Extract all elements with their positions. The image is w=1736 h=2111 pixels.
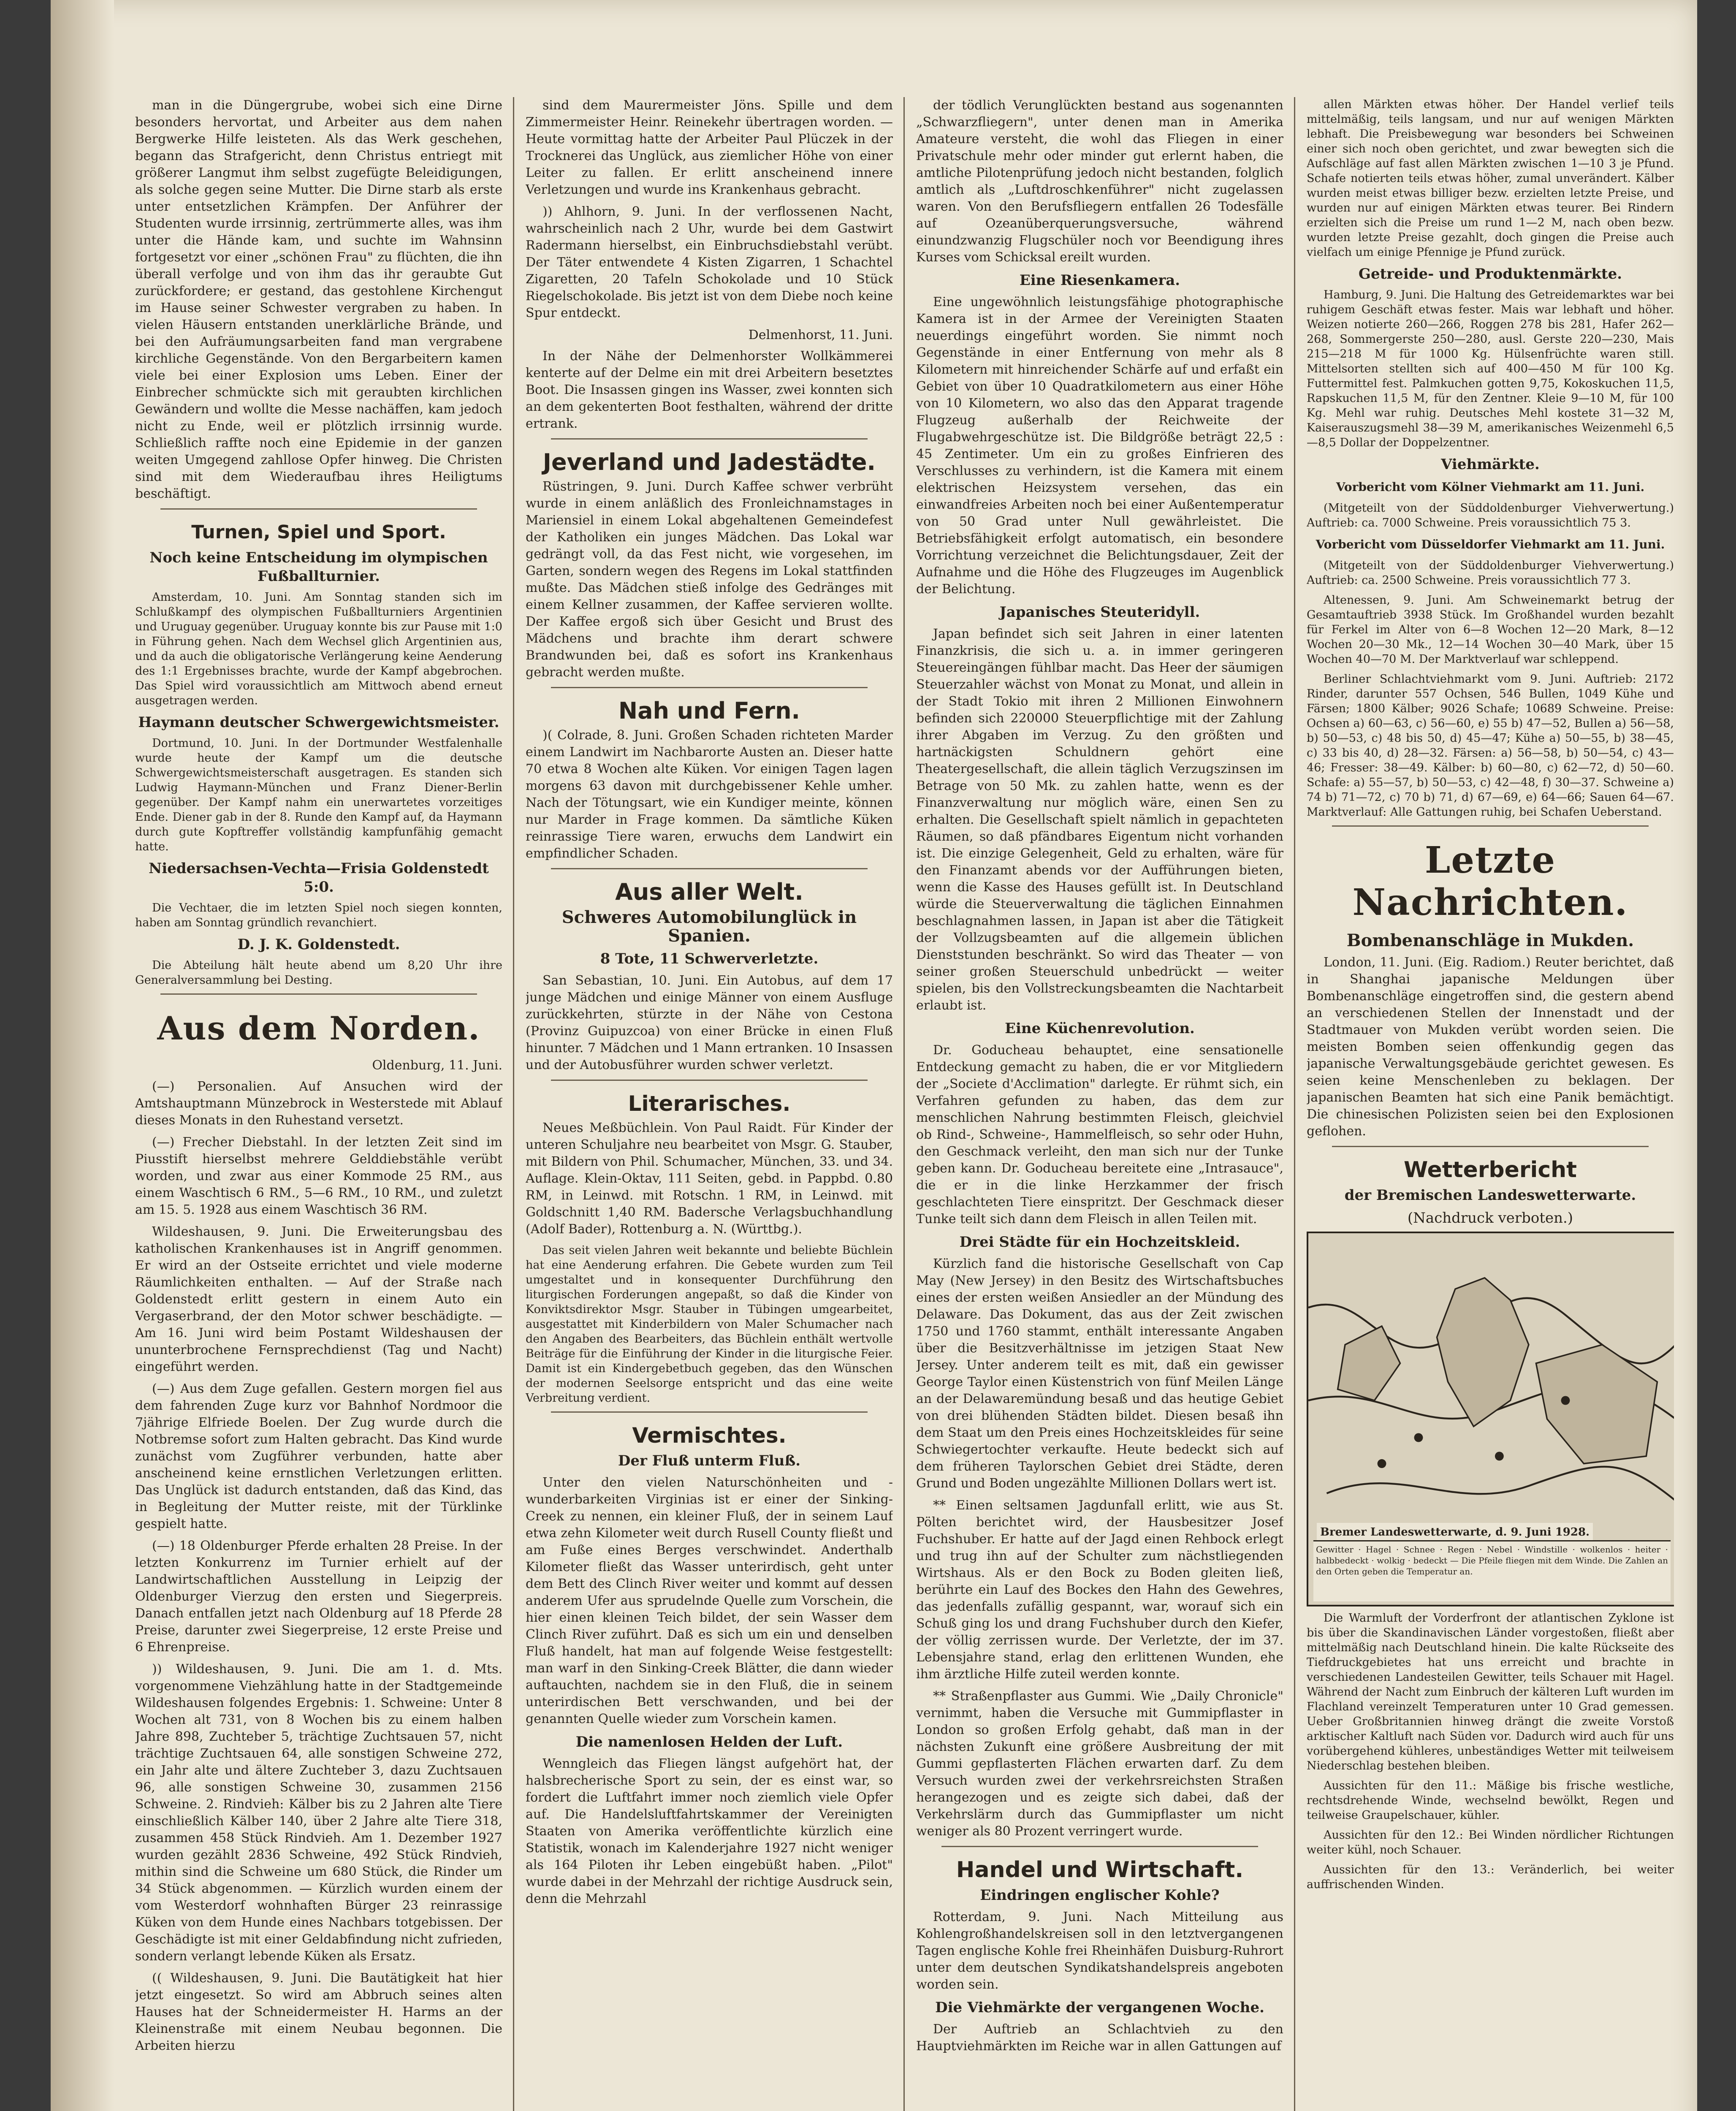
article-text: Der Auftrieb an Schlachtvieh zu den Hauptviehmärkten im Reiche war in allen Gattungen auf: [916, 2022, 1283, 2054]
article-text: Rüstringen, 9. Juni. Durch Kaffee schwer verbrüht wurde in einem anläßlich des Fronleichnamstages in Mariensiel in einem Lokal abgehaltenen Gemeindefest der Katholiken ein junges Mädchen. Das Lokal war gedrängt voll, da das Fest nicht, wie vorgesehen, im Garten, sondern wegen des Regens im Lokal stattfinden mußte. Das Mädchen stieß infolge des Gedränges mit einem Kellner zusammen, der Kaffee servieren wollte. Der Kaffee ergoß sich über Gesicht und Brust des Mädchens und brachte ihm derart schwere Brandwunden bei, daß es sofort ins Krankenhaus gebracht werden mußte.: [526, 479, 893, 680]
article-text: (—) Personalien. Auf Ansuchen wird der Amtshauptmann Münzebrock in Westerstede mit Ablauf dieses Monats in den Ruhestand versetzt.: [135, 1079, 502, 1128]
section-heading-wetterbericht: Wetterbericht: [1403, 1157, 1577, 1183]
divider: [941, 1846, 1258, 1847]
article-continuation: sind dem Maurermeister Jöns. Spille und dem Zimmermeister Heinr. Reinekehr übertragen worden. — Heute vormittag hatte der Arbeiter Paul Plüczek in der Trocknerei das Unglück, aus ziemlicher Höhe von einer Leiter zu fallen. Er erlitt anscheinend innere Verletzungen und wurde ins Krankenhaus gebracht.: [526, 98, 893, 197]
section-heading-welt: Aus aller Welt.: [615, 879, 803, 905]
article-subheading: Haymann deutscher Schwergewichtsmeister.: [138, 714, 499, 731]
article-text: In der Nähe der Delmenhorster Wollkämmerei kenterte auf der Delme ein mit drei Arbeitern besetztes Boot. Die Insassen gingen ins Wasser, zwei konnten sich an dem gekenterten Boot festhalten, während der dritte ertrank.: [526, 349, 893, 431]
forecast-text: Aussichten für den 12.: Bei Winden nördlicher Richtungen weiter kühl, noch Schauer.: [1307, 1829, 1674, 1856]
divider: [551, 687, 868, 688]
article-text: Hamburg, 9. Juni. Die Haltung des Getreidemarktes war bei ruhigem Geschäft etwas fester. Mais war lebhaft und höher. Weizen notierte 260—266, Roggen 278 bis 281, Hafer 262—268, Sommergerste 250—280, ausl. Gerste 220—230, Mais 215—218 M für 1000 Kg. Hülsenfrüchte waren still. Mittelsorten stellten sich auf 400—450 M für 100 Kg. Futtermittel fest. Palmkuchen gotten 9,75, Kokoskuchen 11,5, Rapskuchen 11,5 M, für den Zentner. Kleie 9—10 M, für 100 Kg. Mehl war ruhig. Deutsches Mehl kostete 31—32 M, Kaiserauszugsmehl 38—39 M, amerikanisches Weizenmehl 6,5—8,5 Dollar der Doppelzentner.: [1307, 288, 1674, 449]
article-subheading: Vorbericht vom Kölner Viehmarkt am 11. Juni.: [1336, 480, 1645, 494]
article-subheading: Drei Städte für ein Hochzeitskleid.: [959, 1234, 1240, 1251]
map-caption: Bremer Landeswetterwarte, d. 9. Juni 1928.: [1317, 1523, 1593, 1541]
article-subheading: Eine Riesenkamera.: [1019, 272, 1180, 289]
map-legend: Gewitter · Hagel · Schnee · Regen · Nebel · Windstille · wolkenlos · heiter · halbbedeckt · wolkig · bedeckt — Die Pfeile fliegen mit dem Winde. Die Zahlen an den Orten geben die Temperatur an.: [1313, 1540, 1671, 1601]
article-subheading: Noch keine Entscheidung im olympischen Fußballturnier.: [149, 549, 488, 585]
article-continuation: der tödlich Verunglückten bestand aus sogenannten „Schwarzfliegern", unter denen man in Amerika Amateure versteht, die wohl das Fliegen in einer Privatschule mehr oder minder gut erlernt haben, die amtliche Pilotenprüfung jedoch nicht bestanden, folglich amtlich als „Luftdroschkenführer" nicht zugelassen waren. Von den Berufsfliegern entfallen 26 Todesfälle auf Ozeanüberquerungsversuche, während einundzwanzig Flugschüler noch vor Beendigung ihres Kurses vom Schicksal ereilt wurden.: [916, 98, 1283, 265]
article-text: (—) 18 Oldenburger Pferde erhalten 28 Preise. In der letzten Konkurrenz im Turnier erhielt auf der Landwirtschaftlichen Ausstellung in Leipzig der Oldenburger Vierzug den ersten und Siegerpreis. Danach entfallen jetzt nach Oldenburg auf 18 Pferde 28 Preise, darunter zwei Siegerpreise, 12 erste Preise und 6 Ehrenpreise.: [135, 1538, 502, 1655]
article-subheading: Eine Küchenrevolution.: [1005, 1020, 1195, 1037]
forecast-text: Aussichten für den 11.: Mäßige bis frische westliche, rechtsdrehende Winde, wechselnd bewölkt, Regen und teilweise Graupelschauer, kühler.: [1307, 1779, 1674, 1822]
column-1: [135, 97, 502, 2111]
article-continuation: man in die Düngergrube, wobei sich eine Dirne besonders hervortat, und Arbeiter aus dem nahen Bergwerke Hilfe leisteten. Als das Werk geschehen, begann das Strafgericht, denn Christus entriegt mit größerer Langmut ihm selbst zugefügte Beleidigungen, als solche gegen seine Mutter. Die Dirne starb als erste unter entsetzlichen Krämpfen. Der Anführer der Studenten wurde irrsinnig, zertrümmerte alles, was ihm unter die Hände kam, und suchte im Wahnsinn fortgesetzt vor einer „schönen Frau" zu flüchten, die ihn überall verfolge und von ihm das ihr geraubte Gut zurückfordere; er gestand, das gestohlene Kirchengut im Hause seiner Schwester vergraben zu haben. In vielen Häusern entstanden unerklärliche Brände, und bei den Aufräumungsarbeiten fand man vergrabene kirchliche Gegenstände. Von den Bergarbeitern kamen viele bei einer Explosion ums Leben. Einer der Einbrecher schmückte sich mit geraubten kirchlichen Gewändern und wollte die Messe nachäffen, kam jedoch nicht zu Ende, weil er plötzlich irrsinnig wurde. Schließlich raffte noch eine Epidemie in der ganzen weiten Umgegend zahllose Opfer hinweg. Die Christen sind mit dem Wiederaufbau ihres Heiligtums beschäftigt.: [135, 98, 502, 501]
article-subheading: Die namenlosen Helden der Luft.: [575, 1734, 843, 1750]
article-text: Die Warmluft der Vorderfront der atlantischen Zyklone ist bis über die Skandinavischen Länder vorgestoßen, fließt aber mittelmäßig nach Deutschland hinein. Die kalte Rückseite des Tiefdruckgebietes hat uns erreicht und brachte in verschiedenen Landesteilen Gewitter, teils Schauer mit Hagel. Während der Nacht zum Einbruch der kälteren Luft wurden im Flachland vereinzelt Temperaturen unter 10 Grad gemessen. Ueber Großbritannien hinweg drängt die zweite Vorstoß arktischer Kaltluft nach Süden vor. Dadurch wird auch für uns vorübergehend kühleres, unbeständiges Wetter mit teilweisem Niederschlag bestehen bleiben.: [1307, 1612, 1674, 1772]
article-text: Eine ungewöhnlich leistungsfähige photographische Kamera ist in der Armee der Vereinigten Staaten neuerdings eingeführt worden. Sie nimmt noch Gegenstände in einer Entfernung von mehr als 8 Kilometern mit hinreichender Schärfe auf und erfaßt ein Gebiet von über 10 Quadratkilometern aus einer Höhe von 10 Kilometern, wo also das den Apparat tragende Flugzeug außerhalb der Reichweite der Flugabwehrgeschütze ist. Die Bildgröße beträgt 22,5 : 45 Zentimeter. Um ein zu großes Einfrieren des Verschlusses zu verhindern, ist die Kamera mit einem elektrischen Heizsystem versehen, das ein einwandfreies Arbeiten noch bei einer Außentemperatur von 50 Grad unter Null gewährleistet. Die Betriebsfähigkeit erfolgt automatisch, ein besondere Vorrichtung verzeichnet die Belichtungsdauer, Zeit der Aufnahme und die Höhe des Flugzeuges im Augenblick der Belichtung.: [916, 295, 1283, 597]
section-heading-literarisches: Literarisches.: [628, 1091, 791, 1116]
divider: [551, 868, 868, 869]
article-text: )) Wildeshausen, 9. Juni. Die am 1. d. Mts. vorgenommene Viehzählung hatte in der Stadtgemeinde Wildeshausen folgendes Ergebnis: 1. Schweine: Unter 8 Wochen alt 731, von 8 Wochen bis zu einem halben Jahre 898, Zuchteber 5, trächtige Zuchtsauen 57, nicht trächtige Zuchtsauen 64, alle sonstigen Schweine 272, ein Jahr alte und ältere Zuchteber 3, dazu Zuchtsauen 96, alle sonstigen Schweine 30, zusammen 2156 Schweine. 2. Rindvieh: Kälber bis zu 2 Jahren alte Tiere einschließlich Kälber 140, über 2 Jahre alte Tiere 318, zusammen 458 Stück Rindvieh. Am 1. Dezember 1927 wurden gezählt 2836 Schweine, 492 Stück Rindvieh, mithin sind die Schweine um 680 Stück, die Rinder um 34 Stück abgenommen. — Kürzlich wurden einem der vom Westerdorf wohnhaften Bürger 23 reinrassige Küken von dem Hunde eines Nachbars totgebissen. Der Geschädigte ist mit einer Geldabfindung nicht zufrieden, sondern verlangt lebende Küken als Ersatz.: [135, 1662, 502, 1964]
article-text: (Mitgeteilt von der Süddoldenburger Viehverwertung.) Auftrieb: ca. 2500 Schweine. Preis voraussichtlich 77 3.: [1307, 559, 1674, 587]
column-3: [916, 97, 1283, 2111]
article-text: (( Wildeshausen, 9. Juni. Die Bautätigkeit hat hier jetzt eingesetzt. So wird am Abbruch seines alten Hauses hat der Schneidermeister H. Harms an der Kleinenstraße mit einem Neubau begonnen. Die Arbeiten hierzu: [135, 1971, 502, 2053]
newspaper-page: [51, 0, 1697, 2111]
article-text: Berliner Schlachtviehmarkt vom 9. Juni. Auftrieb: 2172 Rinder, darunter 557 Ochsen, 546 Bullen, 1049 Kühe und Färsen; 1800 Kälber; 9026 Schafe; 10689 Schweine. Preise: Ochsen a) 60—63, c) 56—60, e) 55 b) 47—52, Bullen a) 56—58, b) 50—53, c) 48 bis 50, d) 45—47; Kühe a) 50—55, b) 38—45, c) 33 bis 40, d) 28—32. Färsen: a) 56—58, b) 50—54, c) 43—46; Fresser: 38—49. Kälber: b) 60—80, c) 62—72, d) 50—60. Schafe: a) 55—57, b) 50—53, c) 42—48, f) 30—37. Schweine a) 74 b) 71—72, c) 70 b) 71, d) 67—69, e) 64—66; Sauen 64—67. Marktverlauf: Alle Gattungen ruhig, bei Schafen Ueberstand.: [1307, 673, 1674, 819]
dateline: Delmenhorst, 11. Juni.: [748, 328, 893, 342]
weather-map: [1307, 1232, 1674, 1606]
reprint-note: (Nachdruck verboten.): [1407, 1210, 1573, 1226]
section-heading-letzte-nachrichten: Letzte Nachrichten.: [1352, 839, 1628, 924]
article-text: Das seit vielen Jahren weit bekannte und beliebte Büchlein hat eine Aenderung erfahren. Die Gebete wurden zum Teil umgestaltet und in konsequenter Durchführung den liturgischen Forderungen angepaßt, so daß die Kinder von Konviktsdirektor Msgr. Stauber in Tübingen umgearbeitet, ausgestattet mit Kinderbildern von Maler Schumacher nach den Angaben des Bearbeiters, das Büchlein enthält wertvolle Beiträge für die Einführung der Kinder in die liturgische Feier. Damit ist ein Kindergebetbuch gegeben, das den Wünschen der modernen Seelsorge entspricht und das eine weite Verbreitung verdient.: [526, 1244, 893, 1405]
article-text: Japan befindet sich seit Jahren in einer latenten Finanzkrisis, die sich u. a. in immer geringeren Steuereingängen fühlbar macht. Das Heer der säumigen Steuerzahler wächst von Monat zu Monat, und allein in der Stadt Tokio mit ihren 2 Millionen Einwohnern befinden sich 220000 Steuerpflichtige mit der Zahlung ihrer Abgaben im Verzug. Zu den größten und hartnäckigsten Schuldnern gehört eine Theatergesellschaft, die allein täglich Verzugszinsen im Betrage von 50 Mk. zu zahlen hatte, wenn es der Finanzverwaltung nur möglich wäre, einen Sen zu erhalten. Die Gesellschaft spielt nämlich in gepachteten Räumen, so daß pfändbares Eigentum nicht vorhanden ist. Die einzige Gelegenheit, Geld zu erhalten, wäre für den Finanzamt abends vor der Aufführungen bieten, wenn die Kasse des Hauses gefüllt ist. In Deutschland würde die Steuerverwaltung die täglichen Einnahmen beschlagnahmen lassen, in Japan ist aber die Tätigkeit der Vollzugsbeamten auf die allgemein üblichen Dienststunden beschränkt. So wird das Theater — von seiner großen Steuerschuld unbedrückt — weiter spielen, bis den Vollstreckungsbeamten die Nachtarbeit erlaubt ist.: [916, 627, 1283, 1013]
page-spine-shadow: [51, 0, 114, 2111]
article-text: London, 11. Juni. (Eig. Radiom.) Reuter berichtet, daß in Shanghai japanische Meldungen über Bombenanschläge eingetroffen sind, die gestern abend an verschiedenen Stellen der Innenstadt und der Stadtmauer von Mukden verübt worden seien. Die meisten Bomben seien offenkundig gegen das japanische Verwaltungsgebäude gerichtet gewesen. Es seien keine Menschenleben zu beklagen. Der japanischen Beamten hat sich eine Panik bemächtigt. Die chinesischen Polizisten seien bei den Explosionen geflohen.: [1307, 955, 1674, 1139]
article-text: Unter den vielen Naturschönheiten und -wunderbarkeiten Virginias ist er einer der Sinking-Creek zu nennen, ein kleiner Fluß, der in seinem Lauf etwa zehn Kilometer weit durch Rusell County fließt und am Fuße eines Berges verschwindet. Anderthalb Kilometer fließt das Wasser unterirdisch, geht unter dem Bett des Clinch River weiter und kommt auf dessen anderem Ufer aus sprudelnde Quelle zum Vorschein, die hier einen kleinen Teich bildet, der sein Wasser dem Clinch River zuführt. Daß es sich um ein und denselben Fluß handelt, hat man auf folgende Weise festgestellt: man warf in den Sinking-Creek Blätter, die dann wieder auftauchten, nachdem sie in den Fluß, die in seinem unterirdischen Bett verschwanden, und bei der genannten Quelle wieder zum Vorschein kamen.: [526, 1475, 893, 1726]
forecast-text: Aussichten für den 13.: Veränderlich, bei weiter auffrischenden Winden.: [1307, 1863, 1674, 1891]
article-subheading: Getreide- und Produktenmärkte.: [1358, 266, 1622, 282]
article-text: Altenessen, 9. Juni. Am Schweinemarkt betrug der Gesamtauftrieb 3938 Stück. Im Großhandel wurden bezahlt für Ferkel im Alter von 6—8 Wochen 12—20 Mark, 8—12 Wochen 20—30 Mk., 12—14 Wochen 30—40 Mark, über 15 Wochen 40—70 M. Der Marktverlauf war schleppend.: [1307, 594, 1674, 666]
article-text: Amsterdam, 10. Juni. Am Sonntag standen sich im Schlußkampf des olympischen Fußballturniers Argentinien und Uruguay gegenüber. Uruguay konnte bis zur Pause mit 1:0 in Führung gehen. Nach dem Wechsel glich Argentinien aus, und da auch die obligatorische Verlängerung keine Aenderung des 1:1 Ergebnisses brachte, wurde der Kampf abgebrochen. Das Spiel wird voraussichtlich am Mittwoch abend erneut ausgetragen werden.: [135, 591, 502, 707]
section-heading-jever: Jeverland und Jadestädte.: [542, 449, 876, 475]
article-text: Wenngleich das Fliegen längst aufgehört hat, der halsbrecherische Sport zu sein, der es einst war, so fordert die Luftfahrt immer noch ziemlich viele Opfer auf. Die Handelsluftfahrtskammer der Vereinigten Staaten von Amerika veröffentlichte kürzlich eine Statistik, wonach im Kalenderjahre 1927 nicht weniger als 164 Piloten ihr Leben eingebüßt haben. „Pilot" wurde dabei in der Mehrzahl der richtige Ausdruck sein, denn die Mehrzahl: [526, 1756, 893, 1906]
divider: [1332, 1146, 1649, 1147]
article-continuation: allen Märkten etwas höher. Der Handel verlief teils mittelmäßig, teils langsam, und nur auf wenigen Märkten lebhaft. Die Preisbewegung war besonders bei Schweinen einer sich noch oben gerichtet, und zwar bewegten sich die Aufschläge auf fast allen Märkten zwischen 1—10 3 je Pfund. Schafe notierten teils etwas höher, zumal unverändert. Kälber wurden meist etwas billiger bezw. erzielten letzte Preise, und wurden nur auf einigen Märkten etwas teurer. Bei Rindern erzielten sich die Preise um rund 1—2 M, nach oben bezw. wurden letzte Preise gezahlt, doch gingen die Preise auch vielfach um einige Pfennige je Pfund zurück.: [1307, 98, 1674, 259]
article-text: ** Straßenpflaster aus Gummi. Wie „Daily Chronicle" vernimmt, haben die Versuche mit Gummipflaster in London so großen Erfolg gehabt, daß man in der nächsten Zukunft eine größere Ausbreitung der mit Gummi gepflasterten Flächen erwarten darf. Zu dem Versuch wurden zwei der verkehrsreichsten Straßen herangezogen und es zeigte sich dabei, daß der Verkehrslärm durch das Gummipflaster um nicht weniger als 80 Prozent verringert wurde.: [916, 1689, 1283, 1839]
article-subheading: Der Fluß unterm Fluß.: [618, 1452, 801, 1469]
column-4: [1307, 97, 1674, 2111]
divider: [551, 1080, 868, 1081]
column-2: [526, 97, 893, 2111]
article-text: ** Einen seltsamen Jagdunfall erlitt, wie aus St. Pölten berichtet wird, der Hausbesitzer Josef Fuchshuber. Er hatte auf der Jagd einen Rehbock erlegt und trug ihn auf der Schulter zum nächstliegenden Wirtshaus. Als er den Bock zu Boden gleiten ließ, berührte ein Lauf des Bockes den Hahn des Gewehres, das jedenfalls zufällig gespannt, war, worauf sich ein Schuß ging los und drang Fuchshuber durch den Kiefer, der völlig zerrissen wurde. Der Verletzte, der im 37. Lebensjahre stand, erlag den erlittenen Wunden, ehe ihm ärztliche Hilfe zuteil werden konnte.: [916, 1498, 1283, 1682]
article-text: Die Abteilung hält heute abend um 8,20 Uhr ihre Generalversammlung bei Desting.: [135, 959, 502, 987]
divider: [551, 1411, 868, 1413]
article-subheading: Viehmärkte.: [1441, 456, 1540, 473]
article-text: Wildeshausen, 9. Juni. Die Erweiterungsbau des katholischen Krankenhauses ist in Angriff genommen. Er wird an der Ostseite errichtet und viele moderne Räumlichkeiten enthalten. — Auf der Straße nach Goldenstedt erlitt gestern in einem Auto ein Vergaserbrand, der den Motor schwer beschädigte. — Am 16. Juni wird beim Postamt Wildeshausen der ununterbrochene Fernsprechdienst (Tag und Nacht) eingeführt werden.: [135, 1224, 502, 1374]
column-rule: [1294, 97, 1295, 2111]
article-subheading: Japanisches Steuteridyll.: [999, 604, 1200, 621]
section-heading-handel: Handel und Wirtschaft.: [956, 1857, 1244, 1883]
section-heading-norden: Aus dem Norden.: [157, 1009, 480, 1047]
article-subheading: D. J. K. Goldenstedt.: [237, 936, 400, 953]
divider: [160, 993, 477, 995]
dateline: Oldenburg, 11. Juni.: [372, 1058, 502, 1073]
article-text: Neues Meßbüchlein. Von Paul Raidt. Für Kinder der unteren Schuljahre neu bearbeitet von Msgr. G. Stauber, mit Bildern von Phil. Schumacher, München, 33. und 34. Auflage. Klein-Oktav, 111 Seiten, gebd. in Pappbd. 0.80 RM, in Leinwd. mit Rotschn. 1 RM, in Leinwd. mit Goldschnitt 1,40 RM. Badersche Verlagsbuchhandlung (Adolf Bader), Rottenburg a. N. (Württbg.).: [526, 1121, 893, 1237]
divider: [1332, 825, 1649, 827]
article-subheading: Eindringen englischer Kohle?: [980, 1887, 1220, 1904]
article-text: San Sebastian, 10. Juni. Ein Autobus, auf dem 17 junge Mädchen und einige Männer von einem Ausfluge zurückkehrten, stürzte in der Nähe von Cestona (Provinz Guipuzcoa) von einer Brücke in einen Fluß hinunter. 7 Mädchen und 1 Mann ertranken. 10 Insassen und der Autobusführer wurden schwer verletzt.: [526, 973, 893, 1072]
article-text: Rotterdam, 9. Juni. Nach Mitteilung aus Kohlengroßhandelskreisen soll in den letztvergangenen Tagen englische Kohle frei Rheinhäfen Duisburg-Ruhrort unter dem deutschen Syndikatshandelspreis angeboten worden sein.: [916, 1910, 1283, 1992]
article-subheading: Bombenanschläge in Mukden.: [1346, 931, 1634, 950]
section-heading-nah-fern: Nah und Fern.: [618, 697, 800, 724]
article-text: )( Colrade, 8. Juni. Großen Schaden richteten Marder einem Landwirt im Nachbarorte Austen an. Dieser hatte 70 etwa 8 Wochen alte Küken. Vor einigen Tagen lagen morgens 63 davon mit durchgebissener Kehle umher. Nach der Tötungsart, wie ein Kundiger meinte, können nur Marder in Frage kommen. Da sämtliche Küken reinrassige Tiere waren, erwuchs dem Landwirt ein empfindlicher Schaden.: [526, 728, 893, 861]
article-text: Kürzlich fand die historische Gesellschaft von Cap May (New Jersey) in den Besitz des Wirtschaftsbuches eines der ersten weißen Ansiedler an der Mündung des Delaware. Das Dokument, das aus der Zeit zwischen 1750 und 1760 stammt, enthält interessante Angaben über die Besitzverhältnisse im jetzigen Staat New Jersey. Unter anderem teilt es mit, daß ein gewisser George Taylor einen Küstenstrich von fünf Meilen Länge an der Delawaremündung besaß und das heutige Gebiet von drei blühenden Städten bildet. Diesen besaß ihn dem Staat um den Preis eines Hochzeitskleides für seine Schwiegertochter verkaufte. Heute bedeckt sich auf dem früheren Taylorschen Gebiet drei Städte, deren Grund und Boden ungezählte Millionen Dollars wert ist.: [916, 1256, 1283, 1491]
article-subheading: 8 Tote, 11 Schwerverletzte.: [600, 950, 819, 967]
column-rule: [903, 97, 905, 2111]
section-heading-vermischtes: Vermischtes.: [632, 1423, 787, 1448]
article-text: Dortmund, 10. Juni. In der Dortmunder Westfalenhalle wurde heute der Kampf um die deutsche Schwergewichtsmeisterschaft ausgetragen. Es standen sich Ludwig Haymann-München und Franz Diener-Berlin gegenüber. Der Kampf nahm ein unerwartetes vorzeitiges Ende. Diener gab in der 8. Runde den Kampf auf, da Haymann durch gute Kopftreffer vollständig kampfunfähig gemacht hatte.: [135, 737, 502, 853]
divider: [160, 508, 477, 510]
article-subheading: der Bremischen Landeswetterwarte.: [1344, 1187, 1636, 1204]
column-rule: [513, 97, 514, 2111]
article-subheading: Niedersachsen-Vechta—Frisia Goldenstedt 5:0.: [149, 860, 489, 895]
article-subheading: Schweres Automobilunglück in Spanien.: [561, 907, 857, 946]
divider: [551, 438, 868, 440]
article-text: Die Vechtaer, die im letzten Spiel noch siegen konnten, haben am Sonntag gründlich revanchiert.: [135, 901, 502, 929]
section-heading-sport: Turnen, Spiel und Sport.: [191, 521, 446, 543]
article-text: Dr. Goducheau behauptet, eine sensationelle Entdeckung gemacht zu haben, die er vor Mitgliedern der „Societe d'Acclimation" darlegte. Er rühmt sich, ein Verfahren gefunden zu haben, das dem zur menschlichen Nahrung bestimmten Fleisch, gleichviel ob Rind-, Schweine-, Hammelfleisch, so sehr oder Huhn, den Geschmack verleiht, den man sich nur der Tunke geben kann. Dr. Goducheau bereitete eine „Intrasauce", die er in die linke Herzkammer der frisch geschlachteten Tiere einspritzt. Der Geschmack dieser Tunke teilt sich dann dem Fleisch in allen Teilen mit.: [916, 1043, 1283, 1226]
article-text: (—) Aus dem Zuge gefallen. Gestern morgen fiel aus dem fahrenden Zuge kurz vor Bahnhof Nordmoor die 7jährige Elfriede Boelen. Der Zug wurde durch die Notbremse sofort zum Halten gebracht. Das Kind wurde zunächst vom Zugführer verbunden, hatte aber anscheinend keine ernstlichen Verletzungen erlitten. Das Unglück ist dadurch entstanden, daß das Kind, das in Begleitung der Mutter reiste, mit der Türklinke gespielt hatte.: [135, 1381, 502, 1531]
article-subheading: Vorbericht vom Düsseldorfer Viehmarkt am 11. Juni.: [1316, 537, 1665, 551]
article-text: (—) Frecher Diebstahl. In der letzten Zeit sind im Piusstift hierselbst mehrere Gelddiebstähle verübt worden, und zwar aus einer Kommode 25 RM., aus einem Waschtisch 6 RM., 5—6 RM., 10 RM., und zuletzt am 15. 5. 1928 aus einem Waschtisch 36 RM.: [135, 1135, 502, 1217]
article-text: )) Ahlhorn, 9. Juni. In der verflossenen Nacht, wahrscheinlich nach 2 Uhr, wurde bei dem Gastwirt Radermann hierselbst, ein Einbruchsdiebstahl verübt. Der Täter entwendete 4 Kisten Zigarren, 1 Schachtel Zigaretten, 20 Tafeln Schokolade und 10 Stück Riegelschokolade. Bis jetzt ist von dem Diebe noch keine Spur entdeckt.: [526, 204, 893, 320]
article-subheading: Die Viehmärkte der vergangenen Woche.: [935, 1999, 1264, 2016]
article-text: (Mitgeteilt von der Süddoldenburger Viehverwertung.) Auftrieb: ca. 7000 Schweine. Preis voraussichtlich 75 3.: [1307, 502, 1674, 529]
